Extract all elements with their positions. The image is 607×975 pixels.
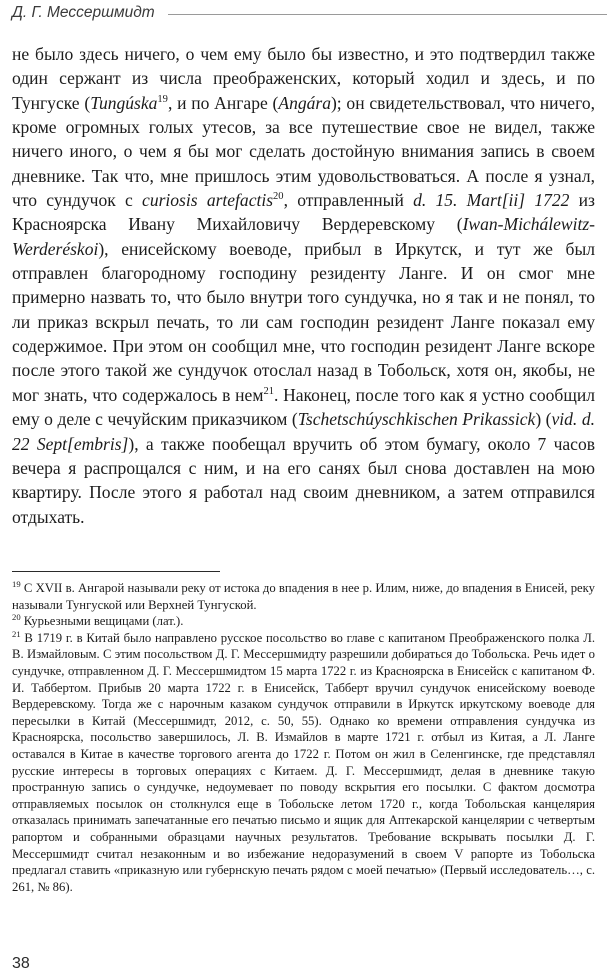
footnote-20 xyxy=(12,613,595,630)
italic-date: vid. d. 22 Sept[embris] xyxy=(12,409,595,454)
text-run: ), енисейскому воеводе, прибыл в Иркутск, и тут же был отправлен благородному господину резиденту Ланге. И он смог мне примерно назвать то, что было внутри того сундучка, но я так и не понял, то ли приказ вскрыл печать, то ли сам господин резидент Ланге показал ему содержимое. При этом он сообщил мне, что господин резидент Ланге вскоре после этого такой же сундучок отослал назад в Тобольск, хотя он, якобы, не мог знать, что содержалось в нем xyxy=(12,238,595,405)
italic-term: Angára xyxy=(278,92,331,113)
footnote-text: Курьезными вещицами (лат.). xyxy=(20,614,184,629)
text-run: ), а также пообещал вручить об этом бумагу, около 7 часов вечера я распрощался с ним, и на его санях был снова доставлен на мою квартиру. После этого я работал над своим дневником, а затем отправился отдыхать. xyxy=(12,433,595,527)
text-run: ) ( xyxy=(535,409,552,430)
page-number: 38 xyxy=(12,955,30,972)
italic-term: curiosis artefactis xyxy=(142,190,274,211)
text-run: , отправленный xyxy=(283,190,414,211)
footnote-21 xyxy=(12,630,595,896)
italic-date: d. 15. Mart[ii] 1722 xyxy=(413,190,570,211)
text-run: , и по Ангаре ( xyxy=(167,92,279,113)
italic-term: Iwan-Michálewitz-Werderéskoi xyxy=(12,214,595,259)
footnote-ref-20[interactable]: 20 xyxy=(273,191,284,203)
main-paragraph xyxy=(12,42,595,529)
footnote-number: 21 xyxy=(12,628,21,639)
main-text xyxy=(12,42,595,529)
footnotes xyxy=(12,580,595,895)
footnote-text: С XVII в. Ангарой называли реку от истока до впадения в нее р. Илим, ниже, до впадения в Енисей, реку называли Тунгуской или Верхней Тунгуской. xyxy=(12,581,595,612)
footnote-rule xyxy=(12,571,220,572)
footnote-ref-19[interactable]: 19 xyxy=(157,93,168,105)
text-run: . Наконец, после того как я устно сообщил ему о деле с чечуйским приказчиком ( xyxy=(12,384,595,430)
italic-term: Tschetschúyschkischen Prikassick xyxy=(297,409,536,430)
italic-term: Tungúska xyxy=(90,92,158,113)
footnote-number: 20 xyxy=(12,611,21,622)
footnote-text: В 1719 г. в Китай было направлено русское посольство во главе с капитаном Преображенского полка Л. В. Измайловым. С этим посольством Д. Г. Мессершмидту разрешили добираться до Тобольска. Речь идет о сундучке, отправленном Д. Г. Мессершмидтом 15 марта 1722 г. из Красноярска в Енисейск с капитаном Ф. И. Таббертом. Прибыв 20 марта 1722 г. в Енисейск, Табберт вручил сундучок енисейскому воеводе Вердеревскому. Тогда же с нарочным казаком сундучок отправили в Иркутск иркутскому воеводе для пересылки в Китай (Мессершмидт, 2012, с. 50, 55). Однако ко времени отправления сундучка из Красноярска, посольство завершилось, Л. В. Измайлов в марте 1721 г. отбыл из Китая, а Л. Ланге оставался в Китае в качестве торгового агента до 1722 г. Потом он жил в Селенгинске, где представлял русские интересы в торговых операциях с Китаем. Д. Г. Мессершмидт, делая в дневнике такую пространную запись о сундучке, недоумевает по поводу вскрытия его посылки. С фактом досмотра отправляемых посылок он столкнулся еще в Тобольске летом 1720 г., когда Тобольская канцелярия отказалась принимать запечатанные его печатью письмо и ящик для Аптекарской канцелярии с четвертым рапортом и собранными образцами научных результатов. Требование вскрывать посылки Д. Г. Мессершмидт считал незаконным и во избежание недоразумений в своем V рапорте из Тобольска предлагал ставить «приказную или губернскую печать рядом с моей печатью» (Первый исследователь…, с. 261, № 86). xyxy=(12,630,595,894)
text-run: из Красноярска Ивану Михайловичу Вердеревскому ( xyxy=(12,190,595,235)
text-run: ); он свидетельствовал, что ничего, кроме огромных голых утесов, за все путешествие свое не видел, также ничего иного, о чем я бы мог сделать достойную внимания запись в своем дневнике. Так что, мне пришлось этим удовольствоваться. А после я узнал, что сундучок с xyxy=(12,92,595,211)
footnote-ref-21[interactable]: 21 xyxy=(263,385,274,397)
footnote-number: 19 xyxy=(12,578,21,589)
header-rule xyxy=(168,14,607,15)
running-head: Д. Г. Мессершмидт xyxy=(12,4,155,21)
text-run: не было здесь ничего, о чем ему было бы известно, и это подтвердил также один сержант из числа преображенских, который ходил и здесь, и по Тунгуске ( xyxy=(12,44,595,113)
footnote-19 xyxy=(12,580,595,613)
